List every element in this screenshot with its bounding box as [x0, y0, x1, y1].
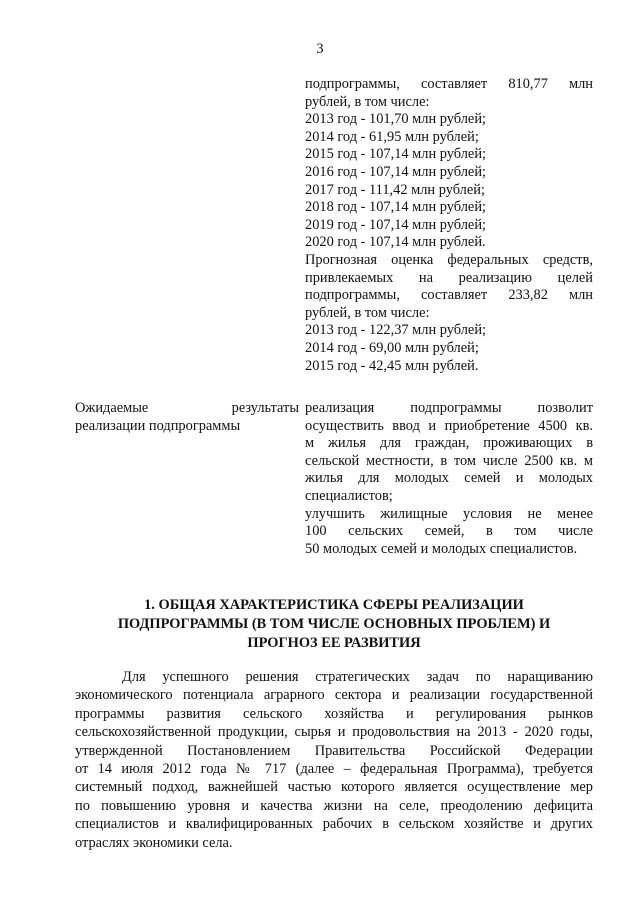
- expected-results-line: реализация подпрограммы позволит: [305, 400, 593, 416]
- paragraph-line: Для успешного решения стратегических задач по наращиванию: [122, 669, 593, 685]
- section-heading-line: ПРОГНОЗ ЕЕ РАЗВИТИЯ: [247, 635, 421, 651]
- page-number: 3: [316, 41, 324, 57]
- expected-results-label-line: реализации подпрограммы: [75, 417, 241, 434]
- section-heading-line: ПОДПРОГРАММЫ (В ТОМ ЧИСЛЕ ОСНОВНЫХ ПРОБЛЕМ) И: [117, 616, 551, 632]
- expected-results-line: сельской местности, в том числе 2500 кв. м: [305, 452, 593, 469]
- funding-year-line: 2013 год - 101,70 млн рублей;: [305, 111, 487, 128]
- paragraph-line: экономического потенциала аграрного сектора и реализации государственной: [75, 687, 593, 704]
- paragraph-line: системный подход, важнейшей частью которого является осуществление мер: [75, 779, 593, 796]
- federal-year-line: 2013 год - 122,37 млн рублей;: [305, 322, 487, 339]
- funding-year-line: 2020 год - 107,14 млн рублей.: [305, 234, 486, 251]
- federal-funding-line: привлекаемых на реализацию целей: [305, 269, 593, 286]
- funding-year-line: 2014 год - 61,95 млн рублей;: [305, 128, 479, 145]
- federal-funding-line: рублей, в том числе:: [305, 304, 430, 321]
- expected-results-line: улучшить жилищные условия не менее: [305, 505, 593, 522]
- expected-results-line: осуществить ввод и приобретение 4500 кв.: [305, 417, 593, 434]
- federal-funding-line: Прогнозная оценка федеральных средств,: [305, 251, 593, 268]
- paragraph-line: программы развития сельского хозяйства и регулирования рынков: [75, 705, 593, 722]
- funding-block: [305, 76, 593, 375]
- paragraph-line: утвержденной Постановлением Правительства Российской Федерации: [75, 742, 593, 759]
- expected-results-value: [305, 400, 593, 558]
- expected-results-label-line: Ожидаемые результаты: [75, 400, 299, 416]
- paragraph-line: по повышению уровня и качества жизни на селе, преодолению дефицита: [75, 797, 593, 814]
- federal-year-line: 2015 год - 42,45 млн рублей.: [305, 357, 479, 374]
- paragraph-line: отраслях экономики села.: [75, 834, 233, 851]
- expected-results-line: специалистов;: [305, 487, 393, 504]
- funding-line: рублей, в том числе:: [305, 93, 430, 110]
- federal-funding-line: подпрограммы, составляет 233,82 млн: [305, 287, 593, 304]
- funding-year-line: 2016 год - 107,14 млн рублей;: [305, 163, 487, 180]
- funding-first-line: подпрограммы, составляет 810,77 млн: [305, 76, 593, 92]
- funding-year-line: 2017 год - 111,42 млн рублей;: [305, 181, 485, 198]
- expected-results-line: 50 молодых семей и молодых специалистов.: [305, 540, 578, 557]
- section-paragraph: [75, 668, 593, 852]
- funding-year-line: 2019 год - 107,14 млн рублей;: [305, 216, 487, 233]
- funding-year-line: 2018 год - 107,14 млн рублей;: [305, 199, 487, 216]
- expected-results-label: [75, 400, 299, 435]
- expected-results-line: 100 сельских семей, в том числе: [305, 523, 593, 540]
- section-heading-line: 1. ОБЩАЯ ХАРАКТЕРИСТИКА СФЕРЫ РЕАЛИЗАЦИИ: [144, 597, 524, 613]
- paragraph-line: сельскохозяйственной продукции, сырья и продовольствия на 2013 - 2020 годы,: [75, 724, 593, 741]
- paragraph-line: от 14 июля 2012 года № 717 (далее – федеральная Программа), требуется: [75, 761, 593, 778]
- paragraph-line: специалистов и квалифицированных рабочих в сельском хозяйстве и других: [75, 816, 593, 833]
- expected-results-line: жилья для молодых семей и молодых: [305, 470, 593, 487]
- expected-results-line: м жилья для граждан, проживающих в: [305, 435, 593, 452]
- section-heading: [75, 596, 593, 653]
- federal-year-line: 2014 год - 69,00 млн рублей;: [305, 339, 479, 356]
- funding-year-line: 2015 год - 107,14 млн рублей;: [305, 146, 487, 163]
